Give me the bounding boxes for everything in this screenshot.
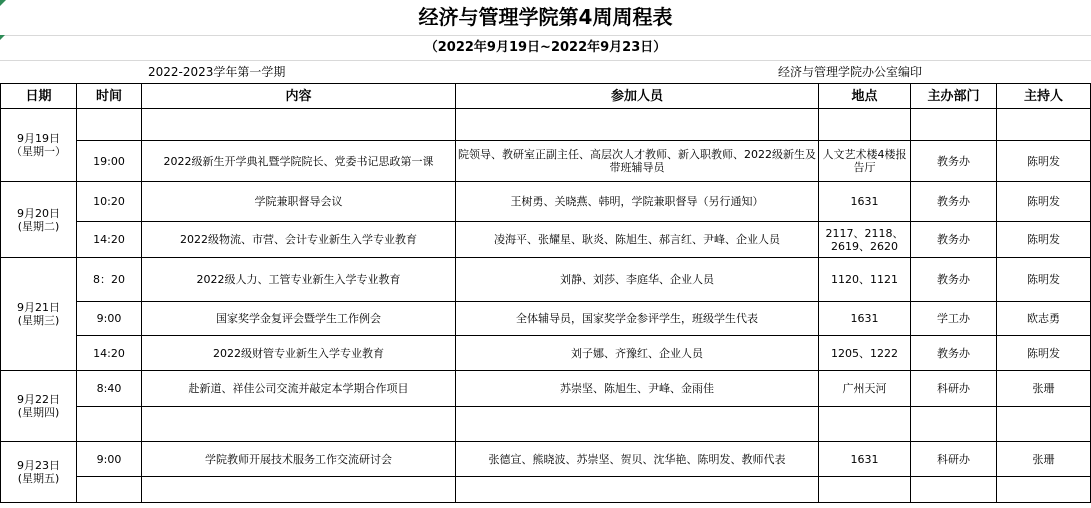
host-cell: 陈明发: [997, 336, 1091, 371]
host-cell: 张珊: [997, 442, 1091, 477]
col-header-location: 地点: [819, 84, 911, 109]
content-cell: [142, 477, 456, 503]
host-cell: 陈明发: [997, 258, 1091, 302]
location-cell: [819, 477, 911, 503]
time-cell: 19:00: [77, 141, 142, 182]
date-label: 9月22日: [17, 393, 60, 406]
dept-cell: 教务办: [911, 258, 997, 302]
participants-cell: [456, 477, 819, 503]
weekday-label: (星期三): [17, 314, 60, 327]
participants-cell: 刘静、刘莎、李庭华、企业人员: [456, 258, 819, 302]
location-cell: [819, 407, 911, 442]
dept-cell: [911, 109, 997, 141]
content-cell: 2022级人力、工管专业新生入学专业教育: [142, 258, 456, 302]
host-cell: 欧志勇: [997, 302, 1091, 336]
office-label: 经济与管理学院办公室编印: [778, 65, 923, 79]
col-header-host: 主持人: [997, 84, 1091, 109]
time-cell: 10:20: [77, 182, 142, 222]
time-cell: [77, 477, 142, 503]
location-cell: 1631: [819, 302, 911, 336]
location-cell: 1631: [819, 182, 911, 222]
dept-cell: 教务办: [911, 182, 997, 222]
dept-cell: [911, 407, 997, 442]
table-row: [1, 182, 1091, 222]
location-cell: 人文艺术楼4楼报告厅: [819, 141, 911, 182]
date-label: 9月19日: [17, 132, 60, 145]
table-row: [1, 109, 1091, 141]
table-row: [1, 141, 1091, 182]
table-row: [1, 407, 1091, 442]
table-row: [1, 258, 1091, 302]
time-cell: [77, 407, 142, 442]
time-cell: 8:40: [77, 371, 142, 407]
date-label: 9月21日: [17, 301, 60, 314]
host-cell: 陈明发: [997, 222, 1091, 258]
participants-cell: [456, 407, 819, 442]
col-header-content: 内容: [142, 84, 456, 109]
dept-cell: 教务办: [911, 336, 997, 371]
content-cell: 国家奖学金复评会暨学生工作例会: [142, 302, 456, 336]
dept-cell: 学工办: [911, 302, 997, 336]
divider: [0, 60, 1091, 61]
date-cell: [1, 182, 77, 258]
time-cell: 9:00: [77, 442, 142, 477]
table-row: [1, 222, 1091, 258]
date-label: 9月20日: [17, 206, 60, 220]
participants-cell: 全体辅导员，国家奖学金参评学生，班级学生代表: [456, 302, 819, 336]
participants-cell: 王树勇、关晓燕、韩明，学院兼职督导（另行通知）: [456, 182, 819, 222]
time-cell: 14:20: [77, 336, 142, 371]
content-cell: [142, 407, 456, 442]
participants-cell: 刘子娜、齐豫红、企业人员: [456, 336, 819, 371]
dept-cell: 科研办: [911, 371, 997, 407]
content-cell: [142, 109, 456, 141]
col-header-participants: 参加人员: [456, 84, 819, 109]
host-cell: 陈明发: [997, 141, 1091, 182]
weekday-label: (星期二): [17, 219, 60, 233]
location-cell: 2117、2118、2619、2620: [819, 222, 911, 258]
location-cell: 1205、1222: [819, 336, 911, 371]
location-cell: 1120、1121: [819, 258, 911, 302]
time-cell: 8：20: [77, 258, 142, 302]
table-row: [1, 302, 1091, 336]
content-cell: 赴新道、祥佳公司交流并敲定本学期合作项目: [142, 371, 456, 407]
time-cell: [77, 109, 142, 141]
dept-cell: 教务办: [911, 222, 997, 258]
content-cell: 2022级财管专业新生入学专业教育: [142, 336, 456, 371]
content-cell: 2022级新生开学典礼暨学院院长、党委书记思政第一课: [142, 141, 456, 182]
page-title: 经济与管理学院第4周周程表: [418, 5, 673, 29]
content-cell: 学院教师开展技术服务工作交流研讨会: [142, 442, 456, 477]
host-cell: [997, 407, 1091, 442]
weekday-label: (星期五): [17, 472, 60, 485]
table-row: [1, 371, 1091, 407]
location-cell: 广州天河: [819, 371, 911, 407]
schedule-table: [0, 83, 1091, 503]
host-cell: [997, 109, 1091, 141]
participants-cell: 院领导、教研室正副主任、高层次人才教师、新入职教师、2022级新生及带班辅导员: [456, 141, 819, 182]
weekday-label: (星期四): [17, 406, 60, 419]
date-cell: [1, 258, 77, 371]
date-range: （2022年9月19日~2022年9月23日）: [424, 40, 667, 55]
table-row: [1, 477, 1091, 503]
col-header-date: 日期: [1, 84, 77, 109]
participants-cell: 苏崇坚、陈旭生、尹峰、金雨佳: [456, 371, 819, 407]
date-cell: [1, 109, 77, 182]
date-cell: [1, 371, 77, 442]
participants-cell: [456, 109, 819, 141]
content-cell: 学院兼职督导会议: [142, 182, 456, 222]
dept-cell: 科研办: [911, 442, 997, 477]
dept-cell: [911, 477, 997, 503]
term-label: 2022-2023学年第一学期: [148, 65, 286, 79]
location-cell: [819, 109, 911, 141]
col-header-dept: 主办部门: [911, 84, 997, 109]
table-row: [1, 442, 1091, 477]
date-cell: [1, 442, 77, 503]
dept-cell: 教务办: [911, 141, 997, 182]
header-row: [1, 84, 1091, 109]
weekday-label: （星期一）: [11, 145, 66, 158]
location-cell: 1631: [819, 442, 911, 477]
content-cell: 2022级物流、市营、会计专业新生入学专业教育: [142, 222, 456, 258]
col-header-time: 时间: [77, 84, 142, 109]
host-cell: [997, 477, 1091, 503]
participants-cell: 凌海平、张耀星、耿炎、陈旭生、郝言红、尹峰、企业人员: [456, 222, 819, 258]
divider: [0, 35, 1091, 36]
host-cell: 陈明发: [997, 182, 1091, 222]
date-label: 9月23日: [17, 459, 60, 472]
time-cell: 14:20: [77, 222, 142, 258]
participants-cell: 张德宣、熊晓波、苏崇坚、贺贝、沈华艳、陈明发、教师代表: [456, 442, 819, 477]
time-cell: 9:00: [77, 302, 142, 336]
table-row: [1, 336, 1091, 371]
host-cell: 张珊: [997, 371, 1091, 407]
